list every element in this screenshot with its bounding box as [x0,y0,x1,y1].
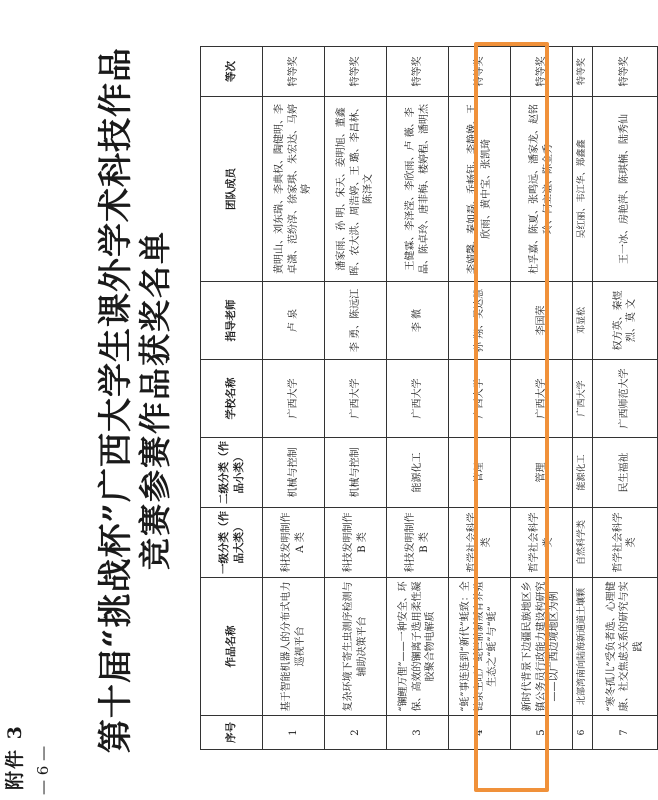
cell-members: 王健霖、李泽滢、李欣雨、卢 薇、李 晶、陈卓玲、唐菲梅、楼婷程、潘明杰 [387,97,449,282]
cell-members: 李婧馨、秦如磊、乔畅钰、李静娩、王欣雨、黄中宝、张凯琦 [449,97,511,282]
cell-work-name: 新时代背景下边疆民族地区乡镇公务员行政能力建设构研究——以广西边境地区为例 [511,578,573,716]
page-subtitle: 竞赛参赛作品获奖名单 [136,230,174,571]
col-header: 团队成员 [201,97,263,282]
cell-no: 3 [387,716,449,750]
table-row [573,47,593,750]
cell-no: 5 [511,716,573,750]
cell-school: 广西大学 [449,360,511,438]
cell-members: 潘家雨、孙 明、宋天、姜明旭、董鑫晖、农大洪、周浩婷、王 璐、李昌林、陈泽文 [325,97,387,282]
cell-category2: 机械与控制 [325,438,387,508]
cell-category2: 民生福祉 [593,438,658,508]
cell-award: 特等奖 [263,47,325,97]
cell-school: 广西大学 [263,360,325,438]
cell-school: 广西大学 [573,360,593,438]
awards-table [200,46,658,750]
cell-work-name: “镧鲤万俚”——一种安全、环保、高效的镧离子选用柔性凝胶聚合物电解质 [387,578,449,716]
cell-category1: 哲学社会科学类 [449,508,511,578]
cell-category2: 管理 [511,438,573,508]
table-row [511,47,573,750]
cell-members: 吴红丽、韦江华、郑鑫鑫 [573,97,593,282]
cell-advisor: 孙 翔、吴达慧 [449,282,511,360]
cell-category1: 科技发明制作 A 类 [263,508,325,578]
cell-no: 6 [573,716,593,750]
col-header: 作品名称 [201,578,263,716]
attachment-label: 附件 3 [4,724,26,790]
table-row [449,47,511,750]
cell-award: 特等奖 [593,47,658,97]
cell-advisor: 李 勇、陈远江 [325,282,387,360]
cell-members: 黄明山、刘东瑞、李典权、陶健明、李卓潇、范纷淳、徐家琪、朱宏达、马婷婷 [263,97,325,282]
cell-work-name: “蚝”事连连到“新代”蚝致：全链条主旺产蚝栏前新叛育养殖生态之“蚝”与“蚝” [449,578,511,716]
table-header-row [201,47,263,750]
cell-award: 特等奖 [511,47,573,97]
cell-advisor: 卢 泉 [263,282,325,360]
cell-category2: 管理 [449,438,511,508]
cell-no: 1 [263,716,325,750]
col-header: 一级分类（作品大类） [201,508,263,578]
cell-school: 广西大学 [511,360,573,438]
cell-members: 杜孚嘉、陈夏、张鸣远、潘家龙、赵铭玲、何立谊、陈金秀 [511,97,573,282]
col-header: 指导老师 [201,282,263,360]
cell-category2: 能源化工 [387,438,449,508]
cell-no: 7 [593,716,658,750]
cell-category2: 能源化工 [573,438,593,508]
cell-no: 4 [449,716,511,750]
cell-category1: 科技发明制作 B 类 [325,508,387,578]
cell-no: 2 [325,716,387,750]
cell-school: 广西大学 [387,360,449,438]
cell-school: 广西师范大学 [593,360,658,438]
cell-award: 特等奖 [325,47,387,97]
table-row [387,47,449,750]
cell-category1: 哲学社会科学类 [593,508,658,578]
cell-members: 王一冰、房艳萍、陈琪楠、陆秀仙 [593,97,658,282]
cell-advisor: 权方英、秦煜烈、莫 文 [593,282,658,360]
cell-category2: 机械与控制 [263,438,325,508]
table-row [593,47,658,750]
cell-advisor: 李 微 [387,282,449,360]
cell-category1: 自然科学类 [573,508,593,578]
cell-work-name: 复杂环境下寄生虫测序检测与辅助决策平台 [325,578,387,716]
table-row [325,47,387,750]
cell-award: 特等奖 [449,47,511,97]
cell-advisor: 邓显松 [573,282,593,360]
col-header: 序号 [201,716,263,750]
col-header: 二级分类（作品小类） [201,438,263,508]
table-row [263,47,325,750]
col-header: 学校名称 [201,360,263,438]
page-title: 第十届“挑战杯”广西大学生课外学术科技作品 [96,46,136,754]
cell-school: 广西大学 [325,360,387,438]
cell-work-name: “寒冬孤儿”受负者选、心理健康、社交焦虑关系的研究与实践 [593,578,658,716]
cell-work-name: 北部湾南向陆海新通道土壤颗 [573,578,593,716]
cell-award: 特等奖 [387,47,449,97]
page-number: — 6 — [34,745,52,795]
cell-work-name: 基于智能机器人的分布式电力巡视平台 [263,578,325,716]
col-header: 等次 [201,47,263,97]
cell-category1: 哲学社会科学类 [511,508,573,578]
cell-award: 特等奖 [573,47,593,97]
cell-advisor: 李国荣 [511,282,573,360]
cell-category1: 科技发明制作 B 类 [387,508,449,578]
